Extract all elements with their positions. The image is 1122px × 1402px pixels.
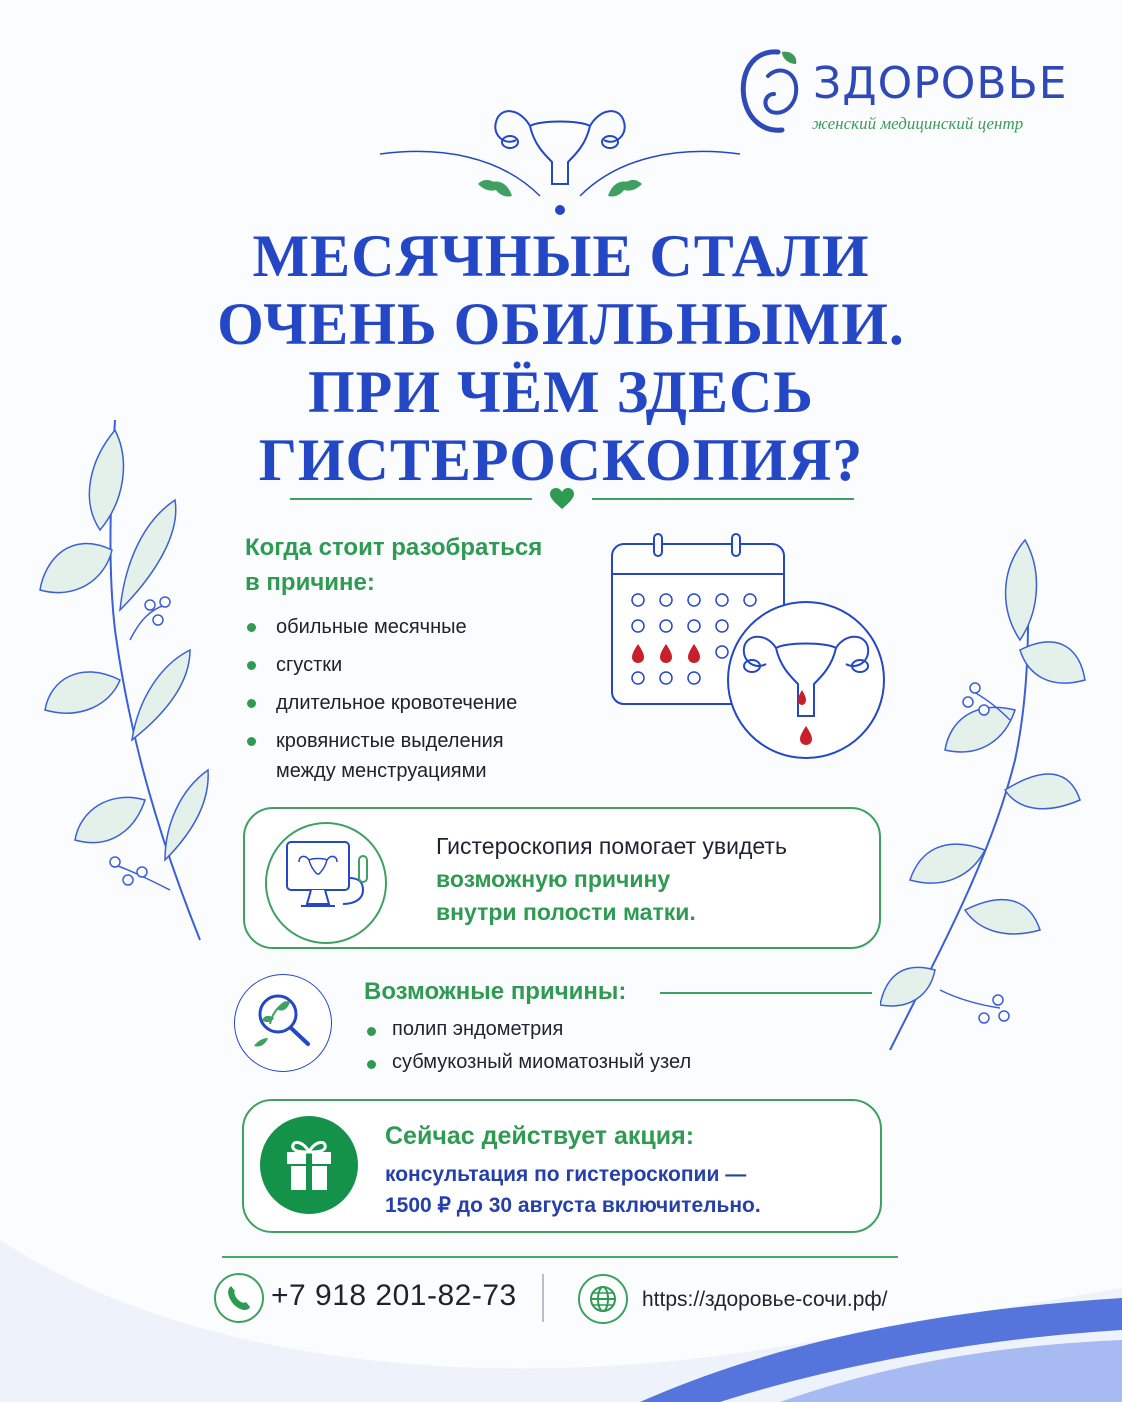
- heart-icon: [550, 488, 574, 510]
- list-item: полип эндометрия: [365, 1016, 691, 1042]
- causes-divider: [660, 992, 872, 994]
- headline-line: ГИСТЕРОСКОПИЯ?: [258, 427, 864, 493]
- list-item-line: между менструациями: [276, 760, 487, 782]
- symptom-list: [245, 612, 517, 794]
- uterus-logo-icon: [738, 46, 806, 138]
- hysteroscopy-line: возможную причину: [436, 866, 671, 892]
- promo-text: [385, 1159, 761, 1221]
- monitor-icon: [283, 838, 373, 918]
- headline-line: ОЧЕНЬ ОБИЛЬНЫМИ.: [217, 291, 905, 357]
- footer-separator: [542, 1274, 544, 1322]
- promo-line: консультация по гистероскопии —: [385, 1163, 747, 1186]
- list-item: длительное кровотечение: [245, 688, 517, 718]
- phone-icon[interactable]: [214, 1273, 264, 1323]
- calendar-icon: [606, 530, 896, 760]
- hysteroscopy-text: [436, 830, 787, 929]
- leaf-branch-icon: [880, 530, 1100, 1060]
- divider-left: [290, 498, 532, 500]
- uterus-icon: [380, 96, 740, 220]
- magnifier-leaf-icon: [250, 988, 316, 1054]
- list-item-line: кровянистые выделения: [276, 730, 504, 752]
- phone-number[interactable]: +7 918 201-82-73: [271, 1279, 517, 1312]
- when-title-line: в причине:: [245, 569, 375, 596]
- promo-title: Сейчас действует акция:: [385, 1122, 695, 1150]
- hysteroscopy-line: внутри полости матки.: [436, 899, 696, 925]
- footer-divider: [222, 1256, 898, 1258]
- headline-line: ПРИ ЧЁМ ЗДЕСЬ: [308, 359, 814, 425]
- causes-title: Возможные причины:: [364, 978, 627, 1005]
- when-title: [245, 530, 542, 600]
- list-item: субмукозный миоматозный узел: [365, 1049, 691, 1075]
- headline-line: МЕСЯЧНЫЕ СТАЛИ: [252, 223, 870, 289]
- globe-icon[interactable]: [578, 1274, 628, 1324]
- logo-name: ЗДОРОВЬЕ: [813, 58, 1068, 109]
- when-title-line: Когда стоит разобраться: [245, 534, 543, 561]
- list-item: сгустки: [245, 650, 517, 680]
- causes-list: [365, 1016, 691, 1082]
- gift-icon: [283, 1136, 335, 1192]
- promo-line: 1500 ₽ до 30 августа включительно.: [385, 1194, 761, 1217]
- hysteroscopy-line: Гистероскопия помогает увидеть: [436, 833, 787, 859]
- logo-subtitle: женский медицинский центр: [812, 114, 1024, 133]
- headline: [150, 222, 972, 494]
- divider-right: [592, 498, 854, 500]
- list-item: обильные месячные: [245, 612, 517, 642]
- website-link[interactable]: https://здоровье-сочи.рф/: [642, 1288, 888, 1311]
- list-item: [245, 726, 517, 786]
